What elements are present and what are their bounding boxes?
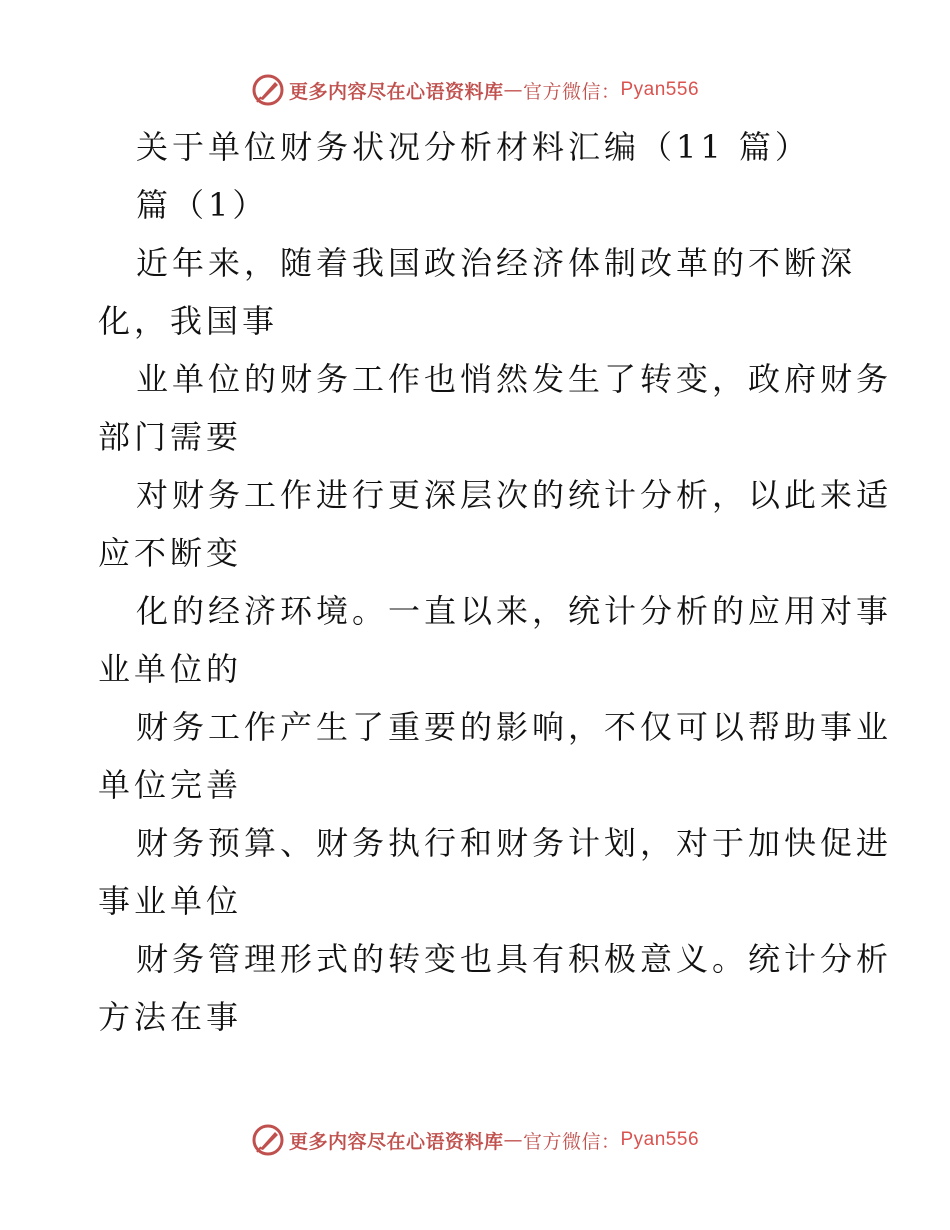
paragraph-line: 财务工作产生了重要的影响，不仅可以帮助事业 [136,708,893,746]
paragraph-line: 化的经济环境。一直以来，统计分析的应用对事 [136,592,893,630]
paragraph [98,814,893,930]
banner-site-text: 更多内容尽在心语资料库 [288,80,504,103]
paragraph [98,698,893,814]
banner-wechat-id: Pyan556 [620,1129,700,1150]
quill-seal-icon [251,73,285,107]
paragraph [98,466,893,582]
paragraph-line: 财务管理形式的转变也具有积极意义。统计分析 [136,940,893,978]
paragraph [98,930,893,1046]
paragraph-line: 事业单位 [98,882,243,920]
paragraph-line: 部门需要 [98,418,243,456]
paragraph [98,234,858,350]
banner-wechat-label: 官方微信： [522,1130,621,1153]
document-title: 关于单位财务状况分析材料汇编（11 篇） [136,128,811,166]
section-heading: 篇（1） [136,186,269,224]
banner-wechat-label: 官方微信： [522,80,621,103]
banner-dash: — [503,1129,523,1151]
header-banner [0,70,950,110]
banner-wechat-id: Pyan556 [620,79,700,100]
paragraph-line: 应不断变 [98,534,243,572]
paragraph-line: 近年来，随着我国政治经济体制改革的不断深 [136,244,857,282]
document-body [98,118,893,1046]
paragraph-line: 对财务工作进行更深层次的统计分析，以此来适 [136,476,893,514]
banner-site-text: 更多内容尽在心语资料库 [288,1130,504,1153]
paragraph-line: 方法在事 [98,998,243,1036]
paragraph-line: 单位完善 [98,766,243,804]
paragraph-line: 财务预算、财务执行和财务计划，对于加快促进 [136,824,893,862]
paragraph [98,350,893,466]
paragraph-line: 业单位的 [98,650,243,688]
paragraph-line: 化，我国事 [98,302,279,340]
banner-dash: — [503,79,523,101]
paragraph-line: 业单位的财务工作也悄然发生了转变，政府财务 [136,360,893,398]
footer-banner [0,1120,950,1160]
quill-seal-icon [251,1123,285,1157]
paragraph [98,582,893,698]
